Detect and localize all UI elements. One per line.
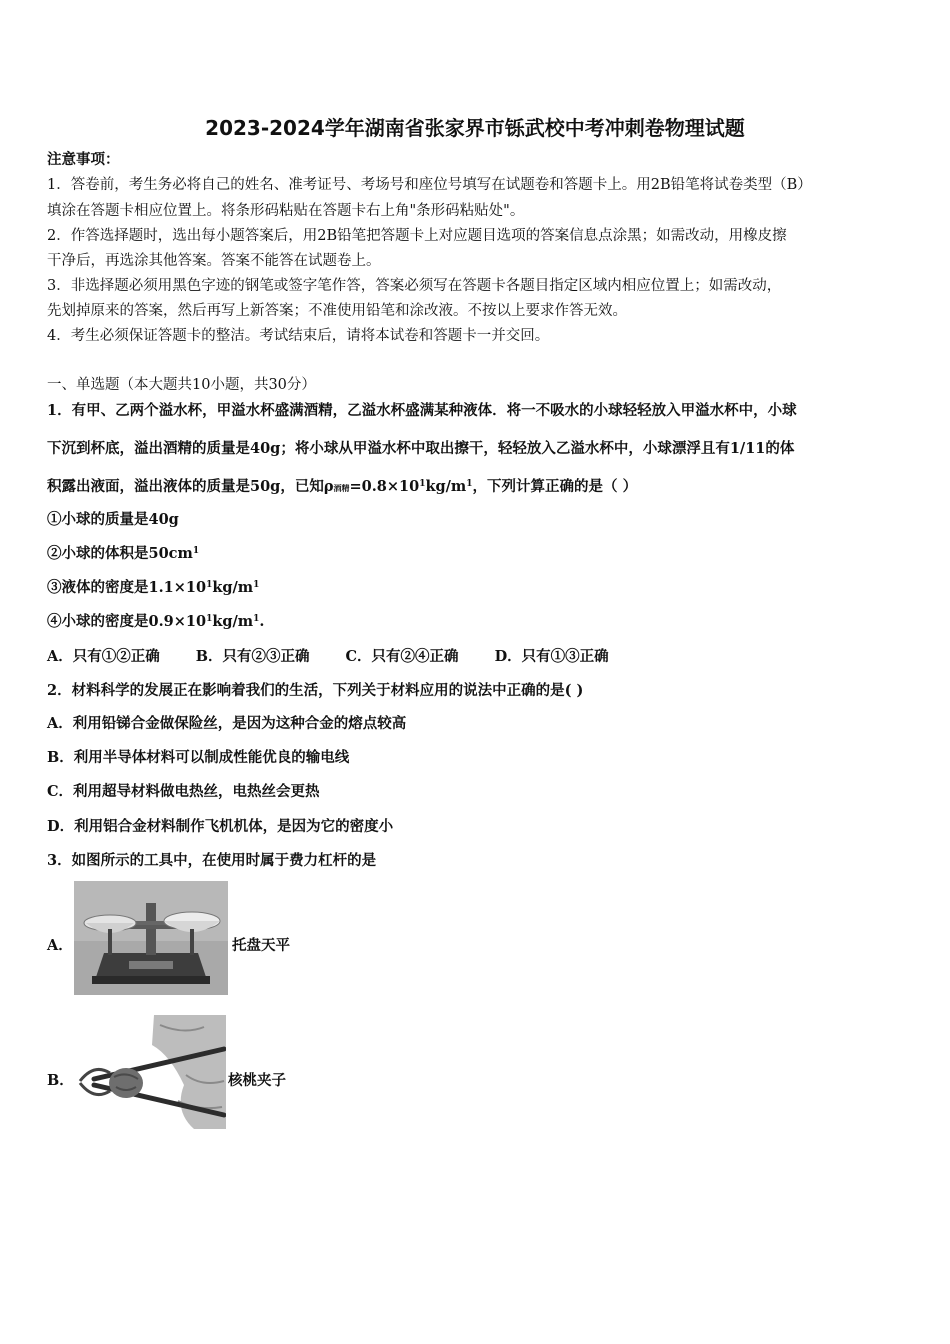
notice-line: 1．答卷前，考生务必将自己的姓名、准考证号、考场号和座位号填写在试题卷和答题卡上。用2B铅笔将试卷类型（B） xyxy=(47,177,812,193)
q2-stem: 2．材料科学的发展正在影响着我们的生活，下列关于材料应用的说法中正确的是( ) xyxy=(47,682,584,699)
notice-line: 4．考生必须保证答题卡的整洁。考试结束后，请将本试卷和答题卡一并交回。 xyxy=(47,328,550,344)
nutcracker-image xyxy=(74,1015,226,1129)
q1-option-a[interactable]: A．只有①②正确 xyxy=(47,648,160,665)
notice-line: 填涂在答题卡相应位置上。将条形码粘贴在答题卡右上角"条形码粘贴处"。 xyxy=(47,203,525,219)
notice-line: 2．作答选择题时，选出每小题答案后，用2B铅笔把答题卡上对应题目选项的答案信息点涂黑；如需改动，用橡皮擦 xyxy=(47,228,787,244)
q1-options xyxy=(47,648,645,666)
q1-option-b[interactable]: B．只有②③正确 xyxy=(195,648,310,665)
q2-option-c[interactable]: C．利用超导材料做电热丝，电热丝会更热 xyxy=(47,783,320,800)
q3-option-b-caption: 核桃夹子 xyxy=(228,1072,286,1089)
notice-line: 3．非选择题必须用黑色字迹的钢笔或签字笔作答，答案必须写在答题卡各题目指定区域内相应位置上；如需改动， xyxy=(47,278,782,294)
section-heading: 一、单选题（本大题共10小题，共30分） xyxy=(47,377,316,393)
q1-option-d[interactable]: D．只有①③正确 xyxy=(494,648,609,665)
notice-line: 先划掉原来的答案，然后再写上新答案；不准使用铅笔和涂改液。不按以上要求作答无效。 xyxy=(47,303,627,319)
q1-stem-line: 积露出液面，溢出液体的质量是50g，已知ρ酒精$=0.8\times 10^1kg/m^1$，下列计算正确的是（ ） xyxy=(47,478,638,495)
notice-line: 干净后，再选涂其他答案。答案不能答在试题卷上。 xyxy=(47,253,381,269)
q1-statement: ②小球的体积是$50cm^1$ xyxy=(47,545,200,562)
q1-statement: ④小球的密度是$0.9\times 10^1kg/m^1$. xyxy=(47,613,265,630)
q1-statement: ③液体的密度是$1.1\times 10^1kg/m^1$ xyxy=(47,579,260,596)
q2-option-d[interactable]: D．利用铝合金材料制作飞机机体，是因为它的密度小 xyxy=(47,818,394,835)
q1-stem-line: 下沉到杯底，溢出酒精的质量是40g；将小球从甲溢水杯中取出擦干，轻轻放入乙溢水杯中，小球漂浮且有1/11的体 xyxy=(47,440,795,457)
q3-option-a-letter[interactable]: A． xyxy=(47,937,73,954)
balance-scale-image xyxy=(74,881,228,995)
notice-heading: 注意事项： xyxy=(47,151,120,168)
q1-option-c[interactable]: C．只有②④正确 xyxy=(345,648,459,665)
page-title: 2023-2024学年湖南省张家界市铄武校中考冲刺卷物理试题 xyxy=(205,116,745,140)
q1-statement: ①小球的质量是40g xyxy=(47,511,179,528)
q3-option-a-caption: 托盘天平 xyxy=(232,937,290,954)
q1-stem-line: 1．有甲、乙两个溢水杯，甲溢水杯盛满酒精，乙溢水杯盛满某种液体．将一不吸水的小球轻轻放入甲溢水杯中，小球 xyxy=(47,402,797,419)
q2-option-a[interactable]: A．利用铅锑合金做保险丝，是因为这种合金的熔点较高 xyxy=(47,715,407,732)
q3-option-b-letter[interactable]: B． xyxy=(47,1072,74,1089)
q2-option-b[interactable]: B．利用半导体材料可以制成性能优良的输电线 xyxy=(47,749,350,766)
q3-stem: 3．如图所示的工具中，在使用时属于费力杠杆的是 xyxy=(47,852,377,869)
